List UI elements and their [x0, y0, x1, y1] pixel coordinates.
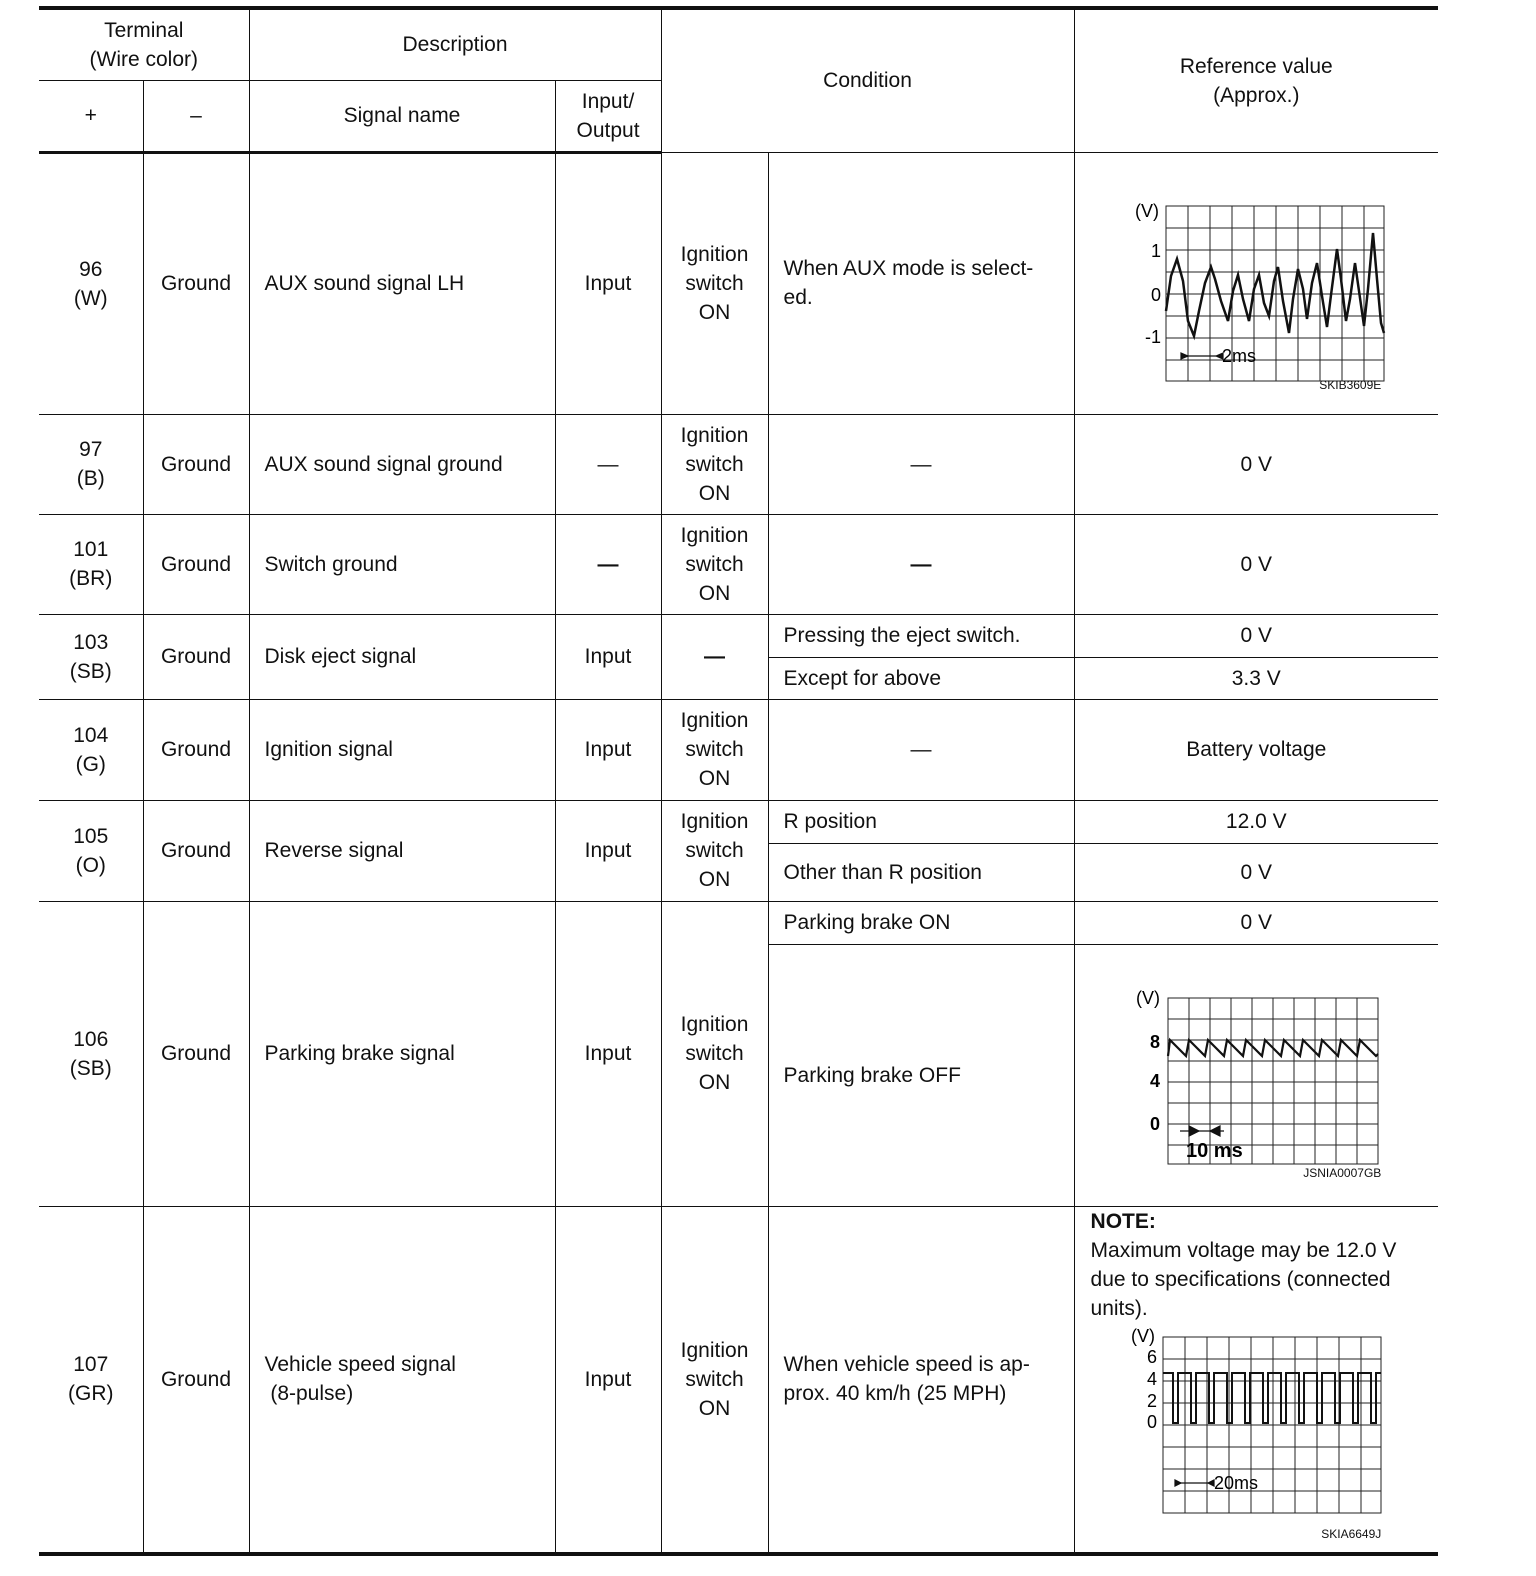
parking-waveform [1091, 966, 1421, 1184]
reference-cell: 0 V [1074, 414, 1438, 514]
parking-figure-id: JSNIA0007GB [1303, 1166, 1382, 1180]
speed-y-tick: 6 [1147, 1346, 1158, 1367]
aux-time-label: 2ms [1222, 345, 1257, 366]
terminal-table [39, 6, 1438, 1556]
aux-y-tick: -1 [1145, 326, 1162, 347]
reference-cell: 0 V [1074, 514, 1438, 614]
speed-figure-id: SKIA6649J [1321, 1526, 1382, 1541]
aux-waveform [1091, 171, 1421, 396]
terminal-cell: 105 (O) [39, 800, 143, 901]
plus-header: + [39, 80, 143, 152]
io-cell: Input [555, 800, 661, 901]
condition-cell: R position [768, 800, 1074, 843]
minus-cell: Ground [143, 414, 249, 514]
condition-cell: Pressing the eject switch. [768, 614, 1074, 657]
reference-cell [1074, 152, 1438, 414]
parking-y-tick: 4 [1150, 1071, 1161, 1091]
ignition-cell: Ignition switch ON [661, 152, 768, 414]
speed-time-marker [1175, 1480, 1214, 1486]
speed-y-tick: 4 [1147, 1368, 1158, 1389]
condition-cell: Other than R position [768, 843, 1074, 901]
ignition-cell: Ignition switch ON [661, 800, 768, 901]
reference-cell: 0 V [1074, 843, 1438, 901]
terminal-cell: 97 (B) [39, 414, 143, 514]
reference-cell: 12.0 V [1074, 800, 1438, 843]
condition-cell: Parking brake ON [768, 901, 1074, 944]
table-row [39, 152, 1438, 414]
terminal-cell: 101 (BR) [39, 514, 143, 614]
minus-cell: Ground [143, 1206, 249, 1554]
minus-cell: Ground [143, 800, 249, 901]
io-cell: Input [555, 614, 661, 699]
aux-waveform-figure [1091, 171, 1421, 396]
ignition-cell: Ignition switch ON [661, 699, 768, 800]
ignition-cell: Ignition switch ON [661, 1206, 768, 1554]
signal-name-cell: Vehicle speed signal (8-pulse) [249, 1206, 555, 1554]
reference-cell [1074, 1206, 1438, 1554]
aux-time-marker [1181, 353, 1223, 359]
parking-waveform-figure [1091, 966, 1421, 1184]
terminal-cell: 106 (SB) [39, 901, 143, 1206]
io-cell: Input [555, 699, 661, 800]
speed-time-label: 20ms [1214, 1472, 1259, 1493]
parking-unit-label: (V) [1136, 988, 1161, 1008]
aux-signal-trace [1166, 233, 1384, 336]
speed-grid [1163, 1337, 1381, 1513]
terminal-cell: 96 (W) [39, 152, 143, 414]
io-cell: — [555, 514, 661, 614]
minus-cell: Ground [143, 614, 249, 699]
signal-name-cell: Switch ground [249, 514, 555, 614]
minus-cell: Ground [143, 152, 249, 414]
condition-cell: — [768, 514, 1074, 614]
speed-waveform [1091, 1323, 1421, 1545]
parking-time-label: 10 ms [1186, 1140, 1243, 1162]
ignition-cell: Ignition switch ON [661, 901, 768, 1206]
signal-name-cell: AUX sound signal LH [249, 152, 555, 414]
signal-name-cell: Parking brake signal [249, 901, 555, 1206]
table-row [39, 614, 1438, 657]
minus-header: – [143, 80, 249, 152]
signal-name-cell: Ignition signal [249, 699, 555, 800]
ignition-cell: Ignition switch ON [661, 414, 768, 514]
terminal-cell: 103 (SB) [39, 614, 143, 699]
table-row [39, 800, 1438, 843]
minus-cell: Ground [143, 901, 249, 1206]
condition-cell: Parking brake OFF [768, 944, 1074, 1206]
table-row [39, 1206, 1438, 1554]
ignition-cell: Ignition switch ON [661, 514, 768, 614]
condition-cell: — [768, 699, 1074, 800]
note-text: units). [1090, 1296, 1148, 1320]
condition-cell: When AUX mode is select- ed. [768, 152, 1074, 414]
reference-cell: 3.3 V [1074, 657, 1438, 699]
parking-time-marker [1180, 1126, 1224, 1136]
terminal-cell: 107 (GR) [39, 1206, 143, 1554]
note-title: NOTE: [1090, 1209, 1156, 1233]
reference-cell: 0 V [1074, 614, 1438, 657]
note-text: due to specifications (connected [1090, 1267, 1391, 1291]
terminal-cell: 104 (G) [39, 699, 143, 800]
io-cell: — [555, 414, 661, 514]
note-block [1075, 1207, 1439, 1323]
aux-y-tick: 0 [1151, 284, 1162, 305]
table-row [39, 514, 1438, 614]
condition-cell: — [768, 414, 1074, 514]
table-row [39, 414, 1438, 514]
io-cell: Input [555, 1206, 661, 1554]
signal-name-header: Signal name [249, 80, 555, 152]
reference-cell: 0 V [1074, 901, 1438, 944]
speed-waveform-figure [1091, 1323, 1421, 1545]
condition-header: Condition [661, 8, 1074, 152]
condition-cell: Except for above [768, 657, 1074, 699]
speed-y-tick: 0 [1147, 1411, 1158, 1432]
condition-cell: When vehicle speed is ap- prox. 40 km/h (25 MPH) [768, 1206, 1074, 1554]
io-cell: Input [555, 901, 661, 1206]
minus-cell: Ground [143, 699, 249, 800]
description-header: Description [249, 8, 661, 80]
aux-unit-label: (V) [1135, 200, 1160, 221]
table-row [39, 901, 1438, 944]
ignition-cell: — [661, 614, 768, 699]
note-text: Maximum voltage may be 12.0 V [1090, 1238, 1397, 1262]
reference-cell: Battery voltage [1074, 699, 1438, 800]
io-header: Input/ Output [555, 80, 661, 152]
aux-y-tick: 1 [1151, 240, 1162, 261]
aux-figure-id: SKIB3609E [1319, 377, 1382, 392]
terminal-header: Terminal (Wire color) [39, 8, 249, 80]
speed-y-tick: 2 [1147, 1390, 1158, 1411]
parking-y-tick: 8 [1150, 1032, 1161, 1052]
reference-cell [1074, 944, 1438, 1206]
io-cell: Input [555, 152, 661, 414]
speed-unit-label: (V) [1131, 1325, 1156, 1346]
signal-name-cell: AUX sound signal ground [249, 414, 555, 514]
reference-header: Reference value (Approx.) [1074, 8, 1438, 152]
signal-name-cell: Reverse signal [249, 800, 555, 901]
minus-cell: Ground [143, 514, 249, 614]
header-row-1 [39, 8, 1438, 80]
table-row [39, 699, 1438, 800]
parking-y-tick: 0 [1150, 1114, 1161, 1134]
signal-name-cell: Disk eject signal [249, 614, 555, 699]
